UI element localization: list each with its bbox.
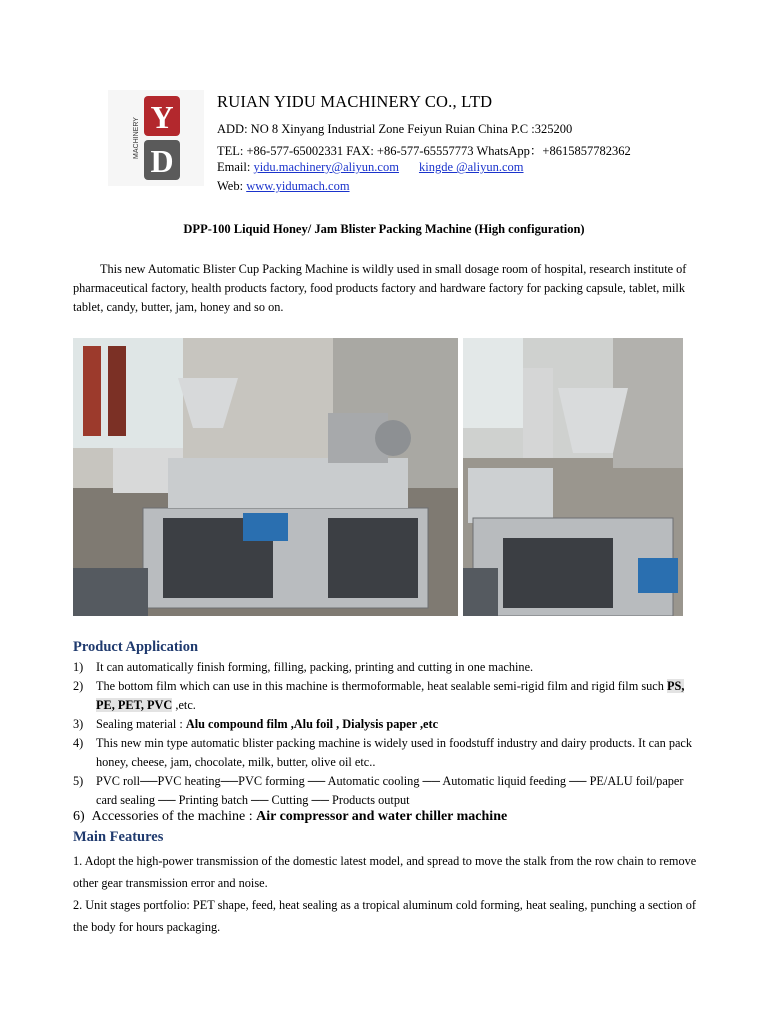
item-text-after: ,etc.	[172, 698, 196, 712]
product-application-heading: Product Application	[73, 639, 199, 655]
item-bold-text: Alu compound film ,Alu foil , Dialysis paper ,etc	[185, 717, 439, 731]
item-bold-text: Air compressor and water chiller machine	[256, 809, 508, 824]
company-web	[217, 179, 350, 194]
feature-item-2: 2. Unit stages portfolio: PET shape, feed, heat sealing as a tropical aluminum cold forming, heat sealing, punching a section of the body for hours packaging.	[73, 898, 696, 934]
item-number: 2)	[73, 679, 84, 693]
intro-paragraph: This new Automatic Blister Cup Packing Machine is wildly used in small dosage room of hospital, research institute of pharmaceutical factory, health products factory, food products factory and hardware factory for packing capsule, tablet, milk tablet, candy, butter, jam, honey and so on.	[73, 262, 687, 314]
item-text: It can automatically finish forming, filling, packing, printing and cutting in one machine.	[96, 660, 534, 674]
company-phone: TEL: +86-577-65002331 FAX: +86-577-65557773 WhatsApp：+8615857782362	[217, 144, 631, 158]
item-text: PVC roll──PVC heating──PVC forming ── Automatic cooling ── Automatic liquid feeding ── PE/ALU foil/paper card sealing ── Printing batch ── Cutting ── Products output	[96, 774, 684, 807]
email-label: Email:	[217, 160, 254, 174]
item-text: Accessories of the machine :	[91, 809, 257, 824]
logo-vertical-text: MACHINERY	[133, 117, 140, 159]
application-item-2	[73, 677, 703, 715]
application-item-6	[73, 809, 507, 825]
application-item-1	[73, 658, 703, 677]
company-name: RUIAN YIDU MACHINERY CO., LTD	[217, 92, 493, 111]
machine-photo-side	[463, 338, 683, 616]
item-bold-text: PS, PE, PET, PVC	[96, 679, 685, 712]
application-item-3	[73, 715, 703, 734]
logo-letter-top: Y	[150, 99, 174, 135]
company-address: ADD: NO 8 Xinyang Industrial Zone Feiyun Ruian China P.C :325200	[217, 122, 573, 136]
document-title: DPP-100 Liquid Honey/ Jam Blister Packing Machine (High configuration)	[183, 222, 585, 236]
item-number: 1)	[73, 660, 84, 674]
email-link-primary[interactable]: yidu.machinery@aliyun.com	[253, 160, 399, 174]
web-label: Web:	[217, 179, 247, 193]
logo-letter-bottom: D	[150, 143, 174, 179]
main-features-heading: Main Features	[73, 829, 164, 845]
application-item-5	[73, 772, 703, 810]
item-number: 3)	[73, 717, 84, 731]
item-number: 4)	[73, 736, 84, 750]
machine-photo-front	[73, 338, 458, 616]
company-logo	[108, 90, 204, 186]
item-text: The bottom film which can use in this machine is thermoformable, heat sealable semi-rigid film and rigid film such	[96, 679, 667, 693]
application-item-4	[73, 734, 703, 772]
feature-item-1: 1. Adopt the high-power transmission of the domestic latest model, and spread to move the stalk from the row chain to remove other gear transmission error and noise.	[73, 854, 697, 890]
item-text: This new min type automatic blister packing machine is widely used in foodstuff industry and dairy products. It can pack honey, cheese, jam, chocolate, milk, butter, olive oil etc..	[96, 736, 693, 769]
web-link[interactable]: www.yidumach.com	[246, 179, 350, 193]
email-link-secondary[interactable]: kingde @aliyun.com	[418, 160, 524, 174]
item-text: Sealing material :	[96, 717, 186, 731]
company-email	[217, 160, 524, 175]
item-number: 6)	[73, 809, 85, 824]
logo-graphic	[108, 90, 204, 186]
item-number: 5)	[73, 774, 84, 788]
